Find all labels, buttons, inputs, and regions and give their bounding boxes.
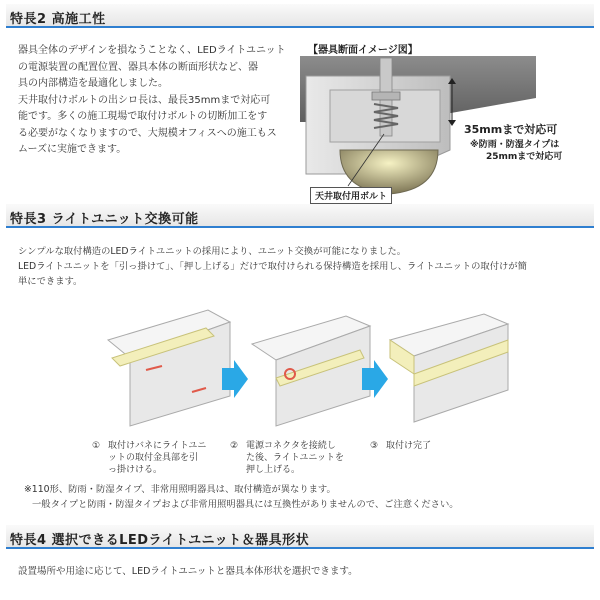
feature2-line: る必要がなくなりますので、大規模オフィスへの施工もス <box>18 127 277 139</box>
feature2-line: ムーズに実施できます。 <box>18 144 127 155</box>
waterproof-note-line1: ※防雨・防湿タイプは <box>470 140 560 150</box>
step1-number: ① <box>92 441 101 451</box>
feature4-line: 設置場所や用途に応じて、LEDライトユニットと器具本体形状を選択できます。 <box>18 566 358 577</box>
feature3-header <box>6 204 594 228</box>
step1-caption <box>92 440 222 476</box>
feature2-body <box>18 43 308 159</box>
feature3-line: シンプルな取付構造のLEDライトユニットの採用により、ユニット交換が可能になりました。 <box>18 246 407 257</box>
step2-line: 押し上げる。 <box>246 465 301 475</box>
feature4-header <box>6 525 594 549</box>
step1-line: ットの取付金具部を引 <box>108 453 199 463</box>
bolt-length-label: 35mmまで対応可 <box>464 123 558 136</box>
feature3-notes <box>24 482 594 512</box>
step1-line: 取付けバネにライトユニ <box>108 441 207 451</box>
feature3-body <box>18 244 596 289</box>
feature3-line: LEDライトユニットを「引っ掛けて」、「押し上げる」だけで取付けられる保持構造を採用し、ライトユニットの取付けが簡 <box>18 261 527 272</box>
arrow-icon <box>222 360 248 398</box>
step3-caption <box>370 440 500 452</box>
feature2-line: 具の内部構造を最適化しました。 <box>18 78 168 89</box>
note-line: ※110形、防雨・防湿タイプ、非常用照明器具は、取付構造が異なります。 <box>24 484 336 495</box>
feature4-title: 特長4 選択できるLEDライトユニット＆器具形状 <box>10 533 310 548</box>
step2-line: た後、ライトユニットを <box>246 453 345 463</box>
feature3-line: 単にできます。 <box>18 276 83 287</box>
step2-number: ② <box>230 441 239 451</box>
step2-illustration <box>246 314 376 430</box>
step2-line: 電源コネクタを接続し <box>246 441 336 451</box>
step2-caption <box>230 440 360 476</box>
feature4-body <box>18 564 596 581</box>
feature2-header <box>6 4 594 28</box>
step3-number: ③ <box>370 441 379 451</box>
waterproof-note-line2: 25mmまで対応可 <box>486 152 563 162</box>
note-line: 一般タイプと防雨・防湿タイプおよび非常用照明器具には互換性がありませんので、ご注意ください。 <box>32 499 459 510</box>
step1-line: っ掛けける。 <box>108 465 163 475</box>
step3-line: 取付け完了 <box>386 441 432 451</box>
step1-illustration <box>102 306 232 428</box>
figure-caption: 【器具断面イメージ図】 <box>306 41 420 56</box>
feature3-title: 特長3 ライトユニット交換可能 <box>10 212 199 227</box>
ceiling-bolt-label: 天井取付用ボルト <box>310 187 392 204</box>
feature2-line: 器具全体のデザインを損なうことなく、LEDライトユニット <box>18 45 286 56</box>
step3-illustration <box>384 312 514 428</box>
feature2-title: 特長2 高施工性 <box>10 12 106 27</box>
feature2-line: 天井取付けボルトの出シロ長は、最長35mmまで対応可 <box>18 94 271 106</box>
feature2-line: 能です。多くの施工現場で取付けボルトの切断加工をす <box>18 111 268 122</box>
feature2-line: の電源装置の配置位置、器具本体の断面形状など、器 <box>18 61 258 73</box>
